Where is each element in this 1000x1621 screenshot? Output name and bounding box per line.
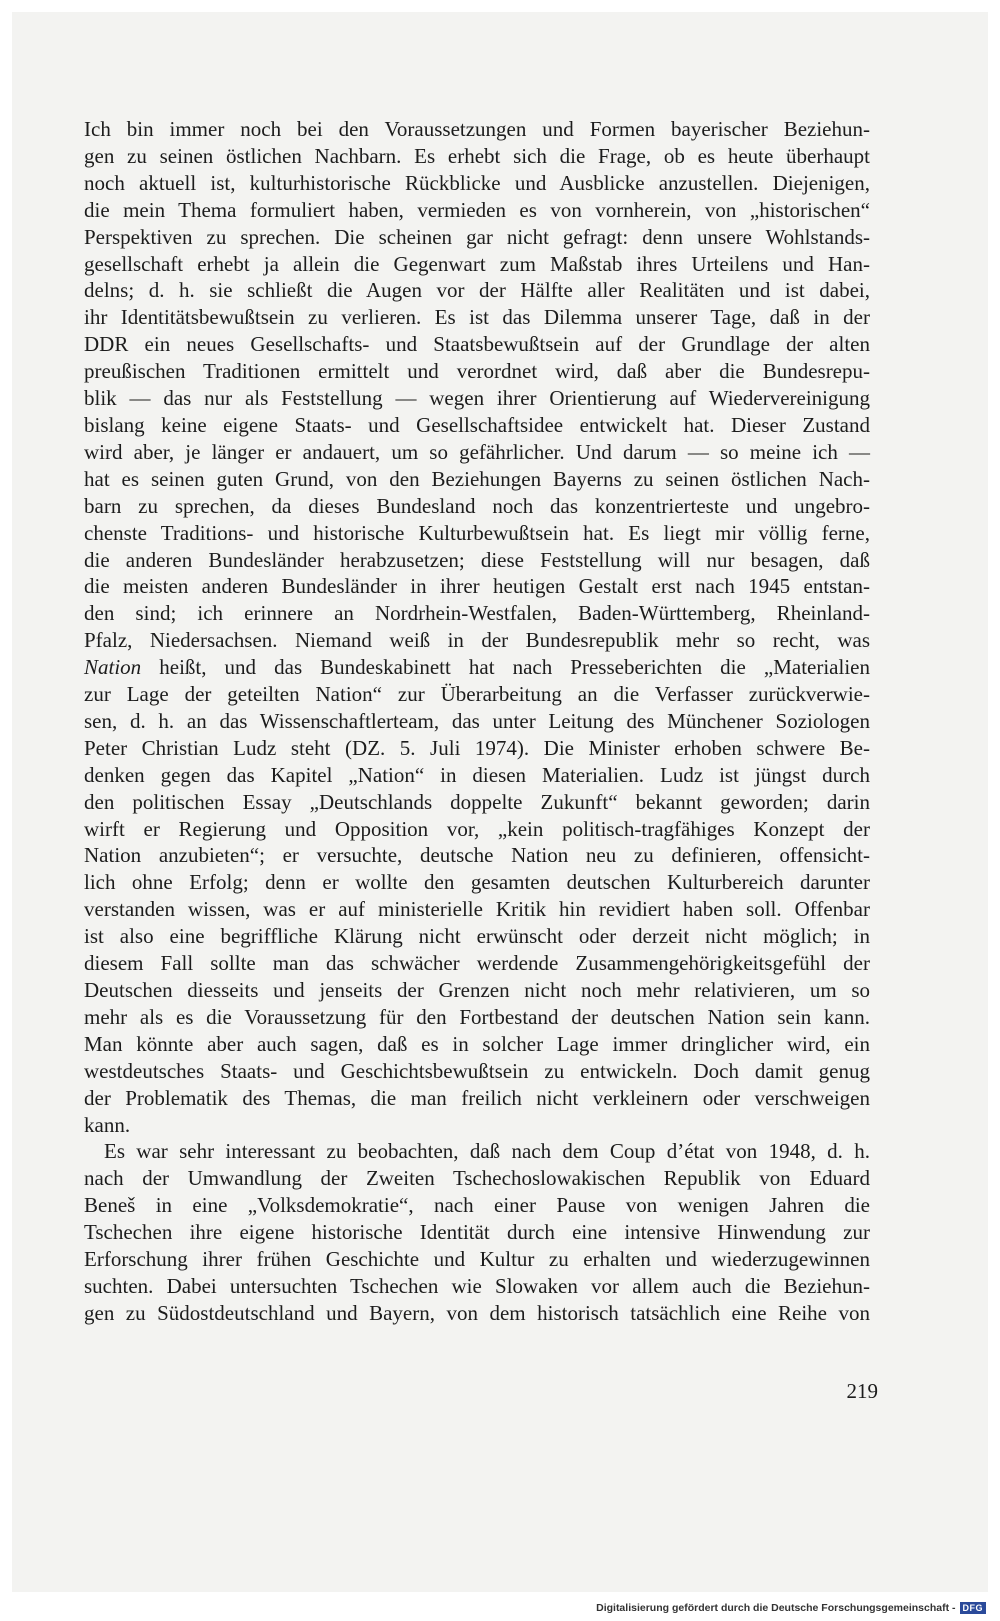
digitization-footer [596, 1599, 986, 1617]
text-line: Pfalz, Niedersachsen. Niemand weiß in der Bundesrepublik mehr so recht, was [84, 628, 870, 653]
text-line: hat es seinen guten Grund, von den Beziehungen Bayerns zu seinen östlichen Nach- [84, 466, 870, 491]
text-line: westdeutsches Staats- und Geschichtsbewußtsein zu entwickeln. Doch damit genug [84, 1058, 870, 1083]
text-line: zur Lage der geteilten Nation“ zur Überarbeitung an die Verfasser zurückverwie- [84, 682, 870, 707]
text-line: preußischen Traditionen ermittelt und verordnet wird, daß aber die Bundesrepu- [84, 359, 870, 384]
body-text [84, 116, 870, 1327]
text-line: Deutschen diesseits und jenseits der Grenzen nicht noch mehr relativieren, um so [84, 978, 870, 1002]
footer-text: Digitalisierung gefördert durch die Deutsche Forschungsgemeinschaft - [596, 1602, 956, 1614]
text-line: nach der Umwandlung der Zweiten Tschechoslowakischen Republik von Eduard [84, 1166, 870, 1191]
text-line: suchten. Dabei untersuchten Tschechen wie Slowaken vor allem auch die Beziehun- [84, 1273, 870, 1298]
text-line: die meisten anderen Bundesländer in ihrer heutigen Gestalt erst nach 1945 entstan- [84, 574, 870, 599]
text-line: noch aktuell ist, kulturhistorische Rückblicke und Ausblicke anzustellen. Diejenigen, [84, 170, 870, 195]
text-line: Es war sehr interessant zu beobachten, daß nach dem Coup d’état von 1948, d. h. [104, 1139, 870, 1164]
text-line: den politischen Essay „Deutschlands doppelte Zukunft“ bekannt geworden; darin [84, 789, 870, 814]
text-line: gen zu seinen östlichen Nachbarn. Es erhebt sich die Frage, ob es heute überhaupt [84, 143, 870, 168]
text-line: delns; d. h. sie schließt die Augen vor der Hälfte aller Realitäten und ist dabei, [84, 278, 870, 303]
text-line: diesem Fall sollte man das schwächer werdende Zusammengehörigkeitsgefühl der [84, 951, 870, 976]
scanned-page [12, 12, 988, 1592]
text-line: gesellschaft erhebt ja allein die Gegenwart zum Maßstab ihres Urteilens und Han- [84, 251, 870, 276]
text-line: ihr Identitätsbewußtsein zu verlieren. Es ist das Dilemma unserer Tage, daß in der [84, 305, 870, 330]
text-line: Erforschung ihrer frühen Geschichte und Kultur zu erhalten und wiederzugewinnen [84, 1247, 870, 1272]
text-line: blik — das nur als Feststellung — wegen ihrer Orientierung auf Wiedervereinigung [84, 386, 870, 411]
page-number: 219 [846, 1379, 878, 1403]
text-line: Nation anzubieten“; er versuchte, deutsche Nation neu zu definieren, offensicht- [84, 843, 870, 868]
text-line: die mein Thema formuliert haben, vermieden es von vornherein, von „historischen“ [84, 197, 870, 222]
text-line: kann. [84, 1112, 131, 1137]
dfg-logo: DFG [960, 1602, 987, 1614]
text-line: gen zu Südostdeutschland und Bayern, von dem historisch tatsächlich eine Reihe von [84, 1300, 870, 1325]
text-line: Perspektiven zu sprechen. Die scheinen gar nicht gefragt: denn unsere Wohlstands- [84, 224, 870, 249]
text-line: mehr als es die Voraussetzung für den Fortbestand der deutschen Nation sein kann. [84, 1004, 870, 1029]
text-line: Man könnte aber auch sagen, daß es in solcher Lage immer dringlicher wird, ein [84, 1031, 870, 1056]
text-line: Beneš in eine „Volksdemokratie“, nach einer Pause von wenigen Jahren die [84, 1193, 870, 1218]
text-line: ist also eine begriffliche Klärung nicht erwünscht oder derzeit nicht möglich; in [84, 924, 870, 949]
text-line: wirft er Regierung und Opposition vor, „kein politisch-tragfähiges Konzept der [84, 816, 870, 841]
text-line: Nation heißt, und das Bundeskabinett hat nach Presseberichten die „Materialien [84, 655, 870, 680]
text-line: Peter Christian Ludz steht (DZ. 5. Juli 1974). Die Minister erhoben schwere Be- [84, 735, 870, 760]
text-line: barn zu sprechen, da dieses Bundesland noch das konzentrierteste und ungebro- [84, 493, 870, 518]
text-line: DDR ein neues Gesellschafts- und Staatsbewußtsein auf der Grundlage der alten [84, 332, 870, 357]
text-line: lich ohne Erfolg; denn er wollte den gesamten deutschen Kulturbereich darunter [84, 870, 870, 895]
text-line: denken gegen das Kapitel „Nation“ in diesen Materialien. Ludz ist jüngst durch [84, 762, 870, 787]
text-line: bislang keine eigene Staats- und Gesellschaftsidee entwickelt hat. Dieser Zustand [84, 412, 870, 437]
text-line: Ich bin immer noch bei den Voraussetzungen und Formen bayerischer Beziehun- [84, 117, 870, 141]
text-line: verstanden wissen, was er auf ministerielle Kritik hin revidiert haben soll. Offenbar [84, 897, 870, 922]
text-line: chenste Traditions- und historische Kulturbewußtsein hat. Es liegt mir völlig ferne, [84, 520, 870, 545]
text-line: den sind; ich erinnere an Nordrhein-Westfalen, Baden-Württemberg, Rheinland- [84, 601, 870, 626]
text-line: wird aber, je länger er andauert, um so gefährlicher. Und darum — so meine ich — [84, 439, 870, 464]
text-line: die anderen Bundesländer herabzusetzen; diese Feststellung will nur besagen, daß [84, 547, 870, 572]
text-line: Tschechen ihre eigene historische Identität durch eine intensive Hinwendung zur [84, 1220, 870, 1245]
text-line: sen, d. h. an das Wissenschaftlerteam, das unter Leitung des Münchener Soziologen [84, 708, 870, 733]
text-line: der Problematik des Themas, die man freilich nicht verkleinern oder verschweigen [84, 1085, 870, 1110]
